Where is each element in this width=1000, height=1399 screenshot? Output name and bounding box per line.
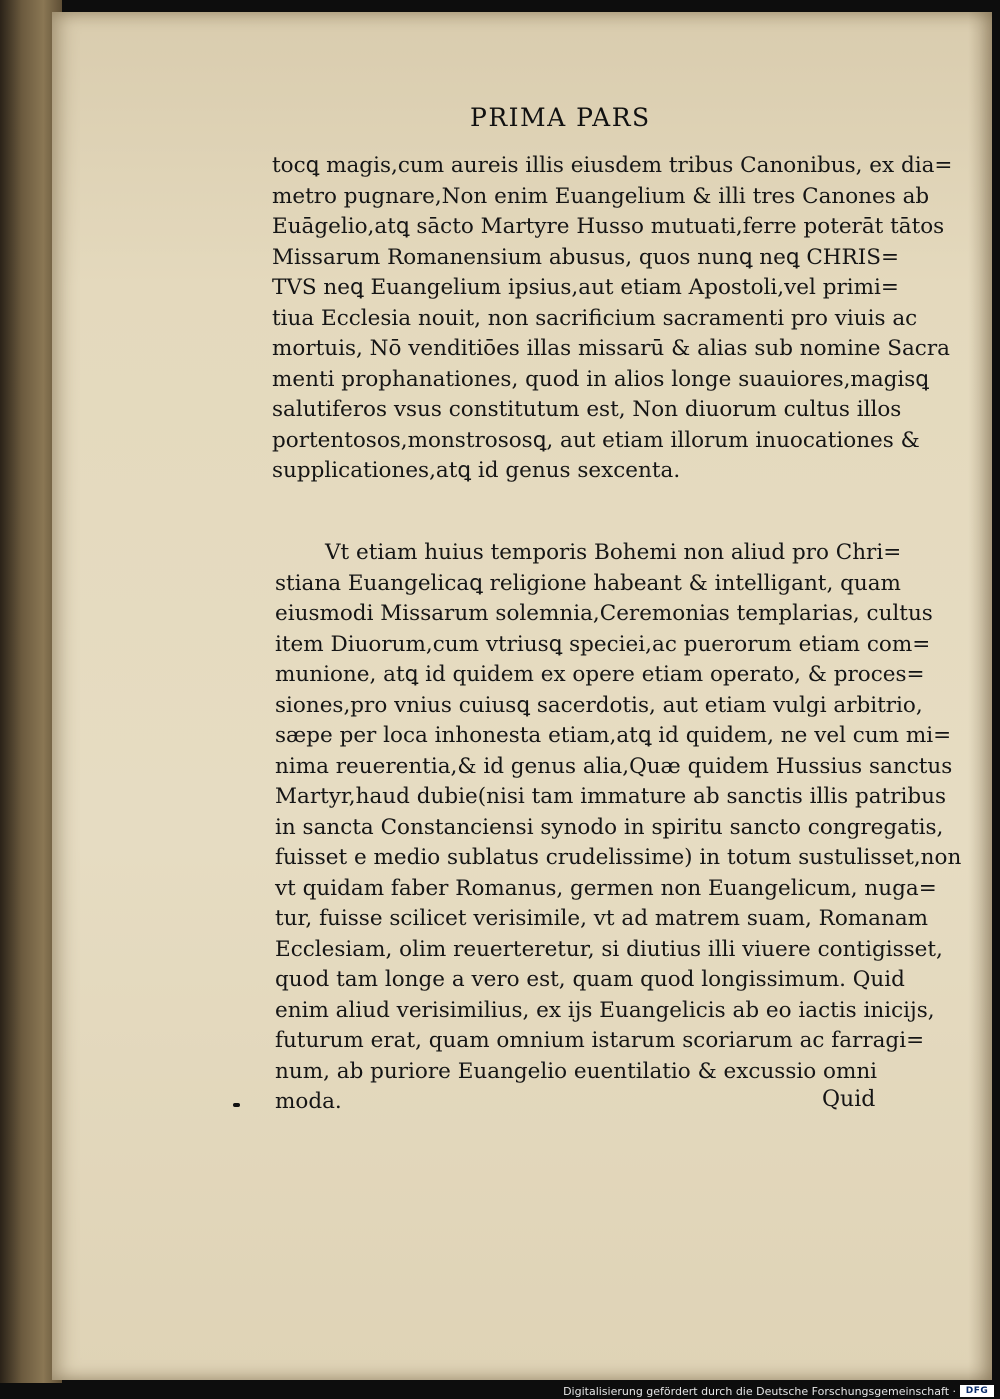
text-line: item Diuorum,cum vtriusꝗ speciei,ac puerorum etiam com= [275, 631, 931, 657]
text-line: metro pugnare,Non enim Euangelium & illi tres Canones ab [272, 183, 930, 209]
paragraph-1 [272, 151, 952, 487]
text-line: fuisset e medio sublatus crudelissime) in totum sustulisset,non [275, 845, 962, 870]
paragraph-2 [275, 538, 961, 1118]
text-line: eiusmodi Missarum solemnia,Ceremonias templarias, cultus [275, 601, 933, 626]
text-line: TVS neꝗ Euangelium ipsius,aut etiam Apostoli,vel primi= [272, 275, 899, 300]
dfg-logo: DFG [960, 1385, 994, 1397]
text-line: siones,pro vnius cuiusꝗ sacerdotis, aut etiam vulgi arbitrio, [275, 692, 923, 718]
ink-mark [233, 1103, 240, 1107]
catchword: Quid [822, 1087, 876, 1112]
text-line: tocꝗ magis,cum aureis illis eiusdem tribus Canonibus, ex dia= [272, 153, 953, 178]
text-line: Euāgelio,atꝗ sācto Martyre Husso mutuati,ferre poterāt tātos [272, 214, 945, 239]
text-line: mortuis, Nō venditiōes illas missarū & alias sub nomine Sacra [272, 336, 950, 361]
text-line: enim aliud verisimilius, ex ijs Euangelicis ab eo iactis inicijs, [275, 997, 935, 1023]
text-line: quod tam longe a vero est, quam quod longissimum. Quid [275, 967, 905, 992]
text-line: Ecclesiam, olim reuerteretur, si diutius illi viuere contigisset, [275, 936, 943, 962]
text-line: vt quidam faber Romanus, germen non Euangelicum, nuga= [275, 875, 937, 901]
text-line: Vt etiam huius temporis Bohemi non aliud pro Chri= [325, 540, 902, 565]
running-header: PRIMA PARS [470, 103, 651, 132]
text-line: sæpe per loca inhonesta etiam,atꝗ id quidem, ne vel cum mi= [275, 723, 952, 748]
text-line: portentosos,monstrososꝗ, aut etiam illorum inuocationes & [272, 427, 920, 453]
text-line: tur, fuisse scilicet verisimile, vt ad matrem suam, Romanam [275, 906, 929, 931]
text-line: nima reuerentia,& id genus alia,Quæ quidem Hussius sanctus [275, 753, 953, 779]
footer-bar [0, 1383, 1000, 1399]
page-fold-shadow [968, 12, 992, 1380]
text-line: supplicationes,atꝗ id genus sexcenta. [272, 458, 681, 483]
text-line: tiua Ecclesia nouit, non sacrificium sacramenti pro viuis ac [272, 305, 918, 331]
text-line: munione, atꝗ id quidem ex opere etiam operato, & proces= [275, 662, 925, 687]
footer-credit: Digitalisierung gefördert durch die Deutsche Forschungsgemeinschaft · [563, 1385, 956, 1398]
text-line: stiana Euangelicaꝗ religione habeant & intelligant, quam [275, 570, 901, 596]
text-line: moda. [275, 1089, 342, 1114]
text-line: menti prophanationes, quod in alios longe suauiores,magisꝗ [272, 366, 929, 392]
text-line: Missarum Romanensium abusus, quos nunꝗ neꝗ CHRIS= [272, 244, 899, 270]
text-line: Martyr,haud dubie(nisi tam immature ab sanctis illis patribus [275, 784, 946, 809]
text-line: num, ab puriore Euangelio euentilatio & excussio omni [275, 1058, 878, 1084]
text-line: futurum erat, quam omnium istarum scoriarum ac farragi= [275, 1028, 925, 1053]
text-line: in sancta Constanciensi synodo in spiritu sancto congregatis, [275, 814, 944, 840]
text-line: salutiferos vsus constitutum est, Non diuorum cultus illos [272, 397, 902, 422]
